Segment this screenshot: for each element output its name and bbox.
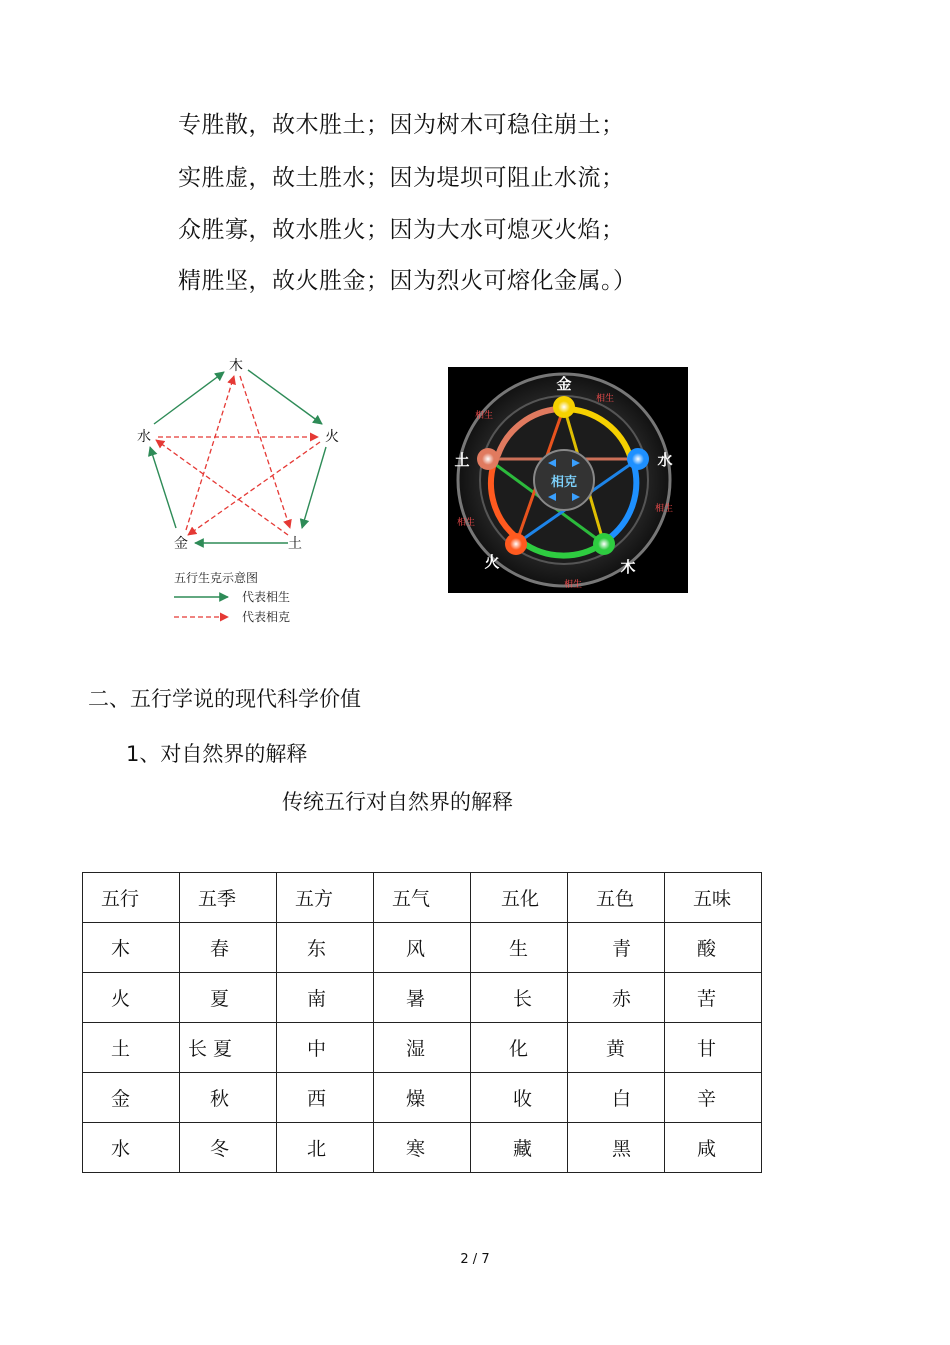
- wheel-label-earth: 土: [454, 451, 470, 469]
- header-cell: 五季: [180, 873, 277, 923]
- arrow-water-wood: [154, 372, 224, 424]
- table-row: [83, 1023, 762, 1073]
- table-cell: 收: [471, 1073, 568, 1123]
- header-cell: 五行: [83, 873, 180, 923]
- table-cell: 辛: [665, 1073, 762, 1123]
- table-cell: 藏: [471, 1123, 568, 1173]
- generate-label: 相生: [654, 504, 674, 514]
- table-cell: 寒: [374, 1123, 471, 1173]
- table-cell: 风: [374, 923, 471, 973]
- table-cell: 长: [471, 973, 568, 1023]
- table-cell: 生: [471, 923, 568, 973]
- table-cell: 化: [471, 1023, 568, 1073]
- table-row: [83, 1073, 762, 1123]
- table-cell: 夏: [180, 973, 277, 1023]
- wheel-label-metal: 金: [556, 375, 572, 393]
- table-cell: 东: [277, 923, 374, 973]
- table-header-row: [83, 873, 762, 923]
- node-fire: 火: [325, 429, 339, 445]
- generate-label: 相生: [456, 518, 476, 528]
- legend-title: 五行生克示意图: [174, 571, 259, 585]
- arrow-wood-fire: [248, 370, 322, 424]
- table-cell: 西: [277, 1073, 374, 1123]
- table-cell: 金: [83, 1073, 180, 1123]
- section-heading: 二、五行学说的现代科学价值: [88, 687, 361, 711]
- table-cell: 苦: [665, 973, 762, 1023]
- center-label: 相克: [550, 475, 578, 490]
- table-cell: 甘: [665, 1023, 762, 1073]
- table-cell: 青: [568, 923, 665, 973]
- subsection-heading: 1、对自然界的解释: [126, 742, 308, 766]
- table-cell: 北: [277, 1123, 374, 1173]
- table-row: [83, 973, 762, 1023]
- arrow-fire-metal: [188, 442, 320, 535]
- header-cell: 五色: [568, 873, 665, 923]
- table-cell: 木: [83, 923, 180, 973]
- table-cell: 冬: [180, 1123, 277, 1173]
- node-wood: 木: [229, 358, 243, 374]
- body-line: 众胜寡，故水胜火；因为大水可熄灭火焰；: [178, 217, 625, 243]
- wheel-label-fire: 火: [484, 553, 500, 571]
- table-row: [83, 1123, 762, 1173]
- table-cell: 火: [83, 973, 180, 1023]
- node-earth: 土: [288, 536, 302, 552]
- table-cell: 长 夏: [180, 1023, 277, 1073]
- wheel-label-wood: 木: [620, 558, 636, 576]
- body-line: 精胜坚，故火胜金；因为烈火可熔化金属。）: [178, 268, 637, 294]
- five-elements-table: [82, 872, 762, 1173]
- table-cell: 黑: [568, 1123, 665, 1173]
- node-water: 水: [137, 429, 151, 445]
- generate-label: 相生: [474, 411, 494, 421]
- header-cell: 五味: [665, 873, 762, 923]
- header-cell: 五气: [374, 873, 471, 923]
- table-cell: 秋: [180, 1073, 277, 1123]
- table-cell: 白: [568, 1073, 665, 1123]
- arrow-metal-water: [150, 447, 176, 528]
- table-cell: 暑: [374, 973, 471, 1023]
- table-cell: 燥: [374, 1073, 471, 1123]
- header-cell: 五方: [277, 873, 374, 923]
- table-cell: 酸: [665, 923, 762, 973]
- legend-generate-label: 代表相生: [242, 590, 291, 604]
- arrow-fire-earth: [302, 447, 326, 528]
- body-line: 专胜散，故木胜土；因为树木可稳住崩土；: [178, 112, 625, 138]
- table-cell: 湿: [374, 1023, 471, 1073]
- generate-label: 相生: [595, 394, 615, 404]
- node-metal: 金: [174, 536, 188, 552]
- five-elements-cycle-diagram: [130, 352, 360, 632]
- legend-overcome-label: 代表相克: [242, 610, 291, 624]
- table-cell: 南: [277, 973, 374, 1023]
- arrow-earth-water: [156, 440, 288, 535]
- table-caption: 传统五行对自然界的解释: [282, 790, 513, 814]
- overcome-arrows: [156, 376, 320, 535]
- table-cell: 中: [277, 1023, 374, 1073]
- table-cell: 土: [83, 1023, 180, 1073]
- five-elements-wheel-image: [448, 367, 688, 593]
- table-cell: 春: [180, 923, 277, 973]
- header-cell: 五化: [471, 873, 568, 923]
- table-cell: 赤: [568, 973, 665, 1023]
- generate-label: 相生: [563, 580, 583, 590]
- table-row: [83, 923, 762, 973]
- body-line: 实胜虚，故土胜水；因为堤坝可阻止水流；: [178, 165, 625, 191]
- table-cell: 水: [83, 1123, 180, 1173]
- table-cell: 咸: [665, 1123, 762, 1173]
- wheel-label-water: 水: [657, 451, 673, 469]
- table-cell: 黄: [568, 1023, 665, 1073]
- page-number: 2 / 7: [460, 1252, 490, 1267]
